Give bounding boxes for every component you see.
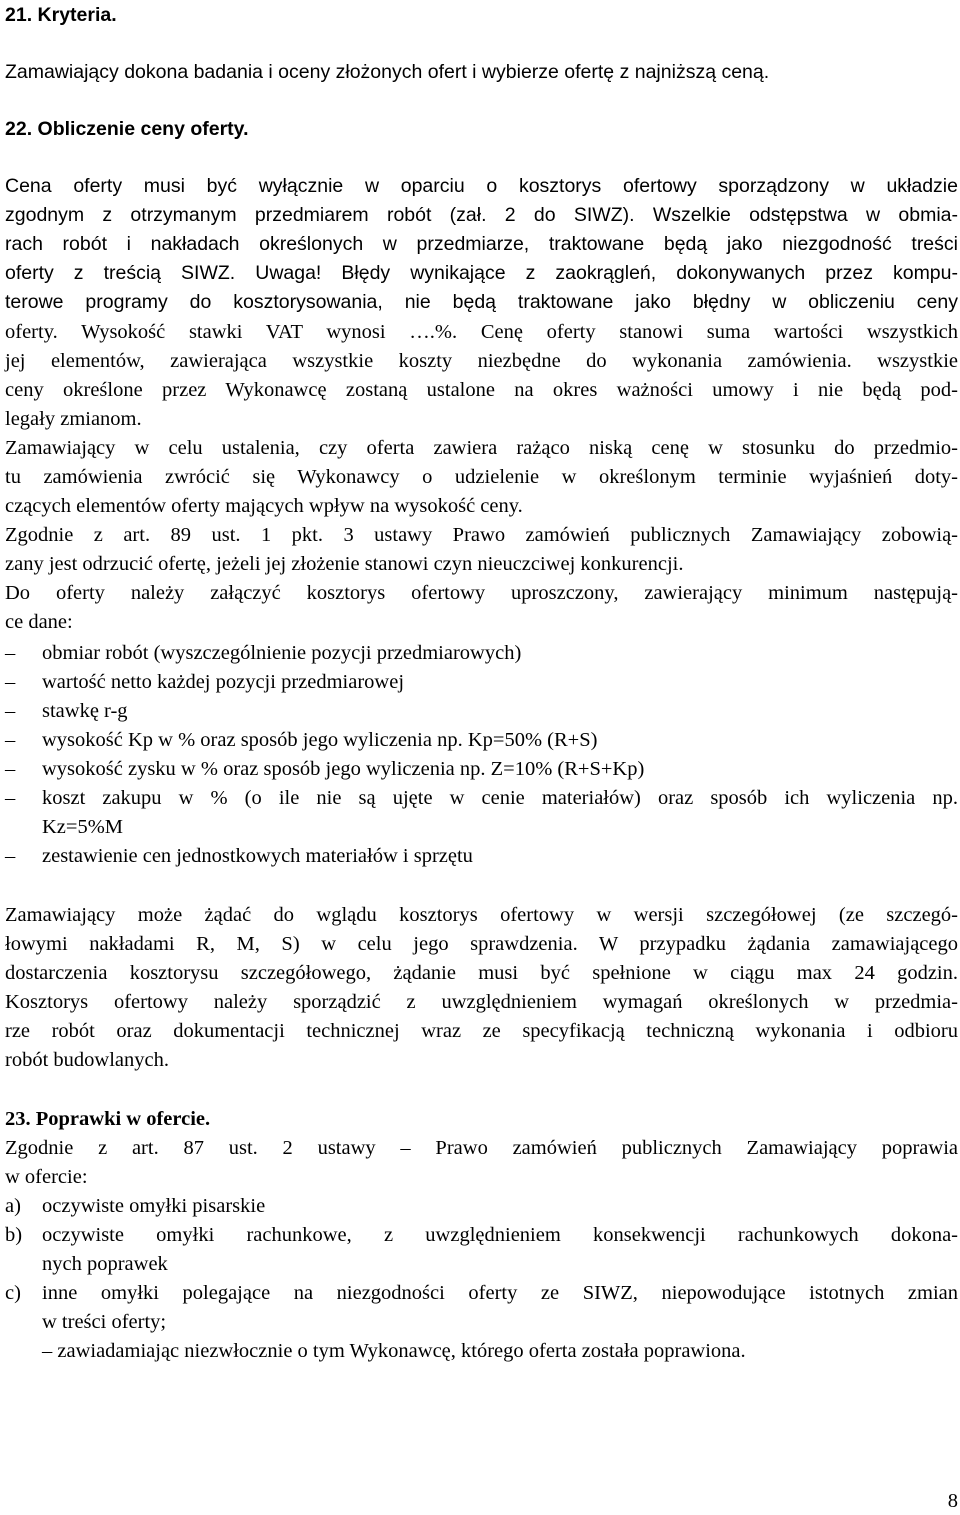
paragraph-line: oferty. Wysokość stawki VAT wynosi ….%. Cenę oferty stanowi suma wartości wszystkich — [5, 321, 958, 343]
list-item: inne omyłki polegające na niezgodności oferty ze SIWZ, niepowodujące istotnych zmian — [42, 1282, 958, 1304]
paragraph-line: jej elementów, zawierająca wszystkie koszty niezbędne do wykonania zamówienia. wszystkie — [5, 350, 958, 372]
paragraph-line: zgodnym z otrzymanym przedmiarem robót (zał. 2 do SIWZ). Wszelkie odstępstwa w obmia- — [5, 204, 958, 226]
final-note: – zawiadamiając niezwłocznie o tym Wykonawcę, którego oferta została poprawiona. — [42, 1340, 746, 1362]
list-bullet: – — [5, 787, 16, 809]
list-item-continuation: nych poprawek — [42, 1253, 168, 1275]
section-22-heading: 22. Obliczenie ceny oferty. — [5, 118, 249, 140]
section-23-heading: 23. Poprawki w ofercie. — [5, 1108, 211, 1130]
list-bullet: – — [5, 845, 16, 867]
list-bullet: – — [5, 758, 16, 780]
paragraph-line: w ofercie: — [5, 1166, 88, 1188]
paragraph-line: ce dane: — [5, 611, 73, 633]
paragraph-line: tu zamówienia zwrócić się Wykonawcy o udzielenie w określonym terminie wyjaśnień doty- — [5, 466, 958, 488]
paragraph-line: rze robót oraz dokumentacji technicznej wraz ze specyfikacją techniczną wykonania i odbioru — [5, 1020, 958, 1042]
list-item: oczywiste omyłki pisarskie — [42, 1195, 266, 1217]
list-item: oczywiste omyłki rachunkowe, z uwzględnieniem konsekwencji rachunkowych dokona- — [42, 1224, 958, 1246]
paragraph-line: legały zmianom. — [5, 408, 142, 430]
paragraph-line: oferty z treścią SIWZ. Uwaga! Błędy wynikające z zaokrągleń, dokonywanych przez kompu- — [5, 262, 958, 284]
paragraph-line: Zgodnie z art. 89 ust. 1 pkt. 3 ustawy Prawo zamówień publicznych Zamawiający zobowią- — [5, 524, 958, 546]
list-item-continuation: Kz=5%M — [42, 816, 124, 838]
paragraph-line: terowe programy do kosztorysowania, nie będą traktowane jako błędny w obliczeniu ceny — [5, 291, 958, 313]
list-bullet: – — [5, 729, 16, 751]
paragraph-line: czących elementów oferty mających wpływ na wysokość ceny. — [5, 495, 523, 517]
list-bullet: – — [5, 671, 16, 693]
list-item: zestawienie cen jednostkowych materiałów i sprzętu — [42, 845, 473, 867]
paragraph-line: Zamawiający może żądać do wglądu kosztorys ofertowy w wersji szczegółowej (ze szczegó- — [5, 904, 958, 926]
paragraph-line: robót budowlanych. — [5, 1049, 169, 1071]
paragraph-line: łowymi nakładami R, M, S) w celu jego sprawdzenia. W przypadku żądania zamawiającego — [5, 933, 958, 955]
list-marker: a) — [5, 1195, 21, 1217]
paragraph-line: rach robót i nakładach określonych w przedmiarze, traktowane będą jako niezgodność treści — [5, 233, 958, 255]
list-marker: b) — [5, 1224, 23, 1246]
list-item-continuation: w treści oferty; — [42, 1311, 167, 1333]
paragraph-line: Zamawiający w celu ustalenia, czy oferta zawiera rażąco niską cenę w stosunku do przedmio- — [5, 437, 958, 459]
list-item: koszt zakupu w % (o ile nie są ujęte w cenie materiałów) oraz sposób ich wyliczenia np. — [42, 787, 958, 809]
paragraph-line: Kosztorys ofertowy należy sporządzić z uwzględnieniem wymagań określonych w przedmia- — [5, 991, 958, 1013]
section-21-text: Zamawiający dokona badania i oceny złożonych ofert i wybierze ofertę z najniższą ceną. — [5, 61, 770, 83]
list-item: wysokość zysku w % oraz sposób jego wyliczenia np. Z=10% (R+S+Kp) — [42, 758, 645, 780]
list-bullet: – — [5, 700, 16, 722]
paragraph-line: dostarczenia kosztorysu szczegółowego, żądanie musi być spełnione w ciągu max 24 godzin. — [5, 962, 958, 984]
list-item: obmiar robót (wyszczególnienie pozycji przedmiarowych) — [42, 642, 522, 664]
paragraph-line: zany jest odrzucić ofertę, jeżeli jej złożenie stanowi czyn nieuczciwej konkurencji. — [5, 553, 684, 575]
paragraph-line: Cena oferty musi być wyłącznie w oparciu o kosztorys ofertowy sporządzony w układzie — [5, 175, 958, 197]
paragraph-line: ceny określone przez Wykonawcę zostaną ustalone na okres ważności umowy i nie będą pod- — [5, 379, 958, 401]
paragraph-line: Do oferty należy załączyć kosztorys ofertowy uproszczony, zawierający minimum następują- — [5, 582, 958, 604]
paragraph-line: Zgodnie z art. 87 ust. 2 ustawy – Prawo zamówień publicznych Zamawiający poprawia — [5, 1137, 958, 1159]
section-21-heading: 21. Kryteria. — [5, 4, 117, 26]
list-item: wartość netto każdej pozycji przedmiarowej — [42, 671, 405, 693]
list-item: wysokość Kp w % oraz sposób jego wyliczenia np. Kp=50% (R+S) — [42, 729, 598, 751]
list-bullet: – — [5, 642, 16, 664]
list-item: stawkę r-g — [42, 700, 128, 722]
page-number: 8 — [947, 1490, 958, 1512]
list-marker: c) — [5, 1282, 21, 1304]
